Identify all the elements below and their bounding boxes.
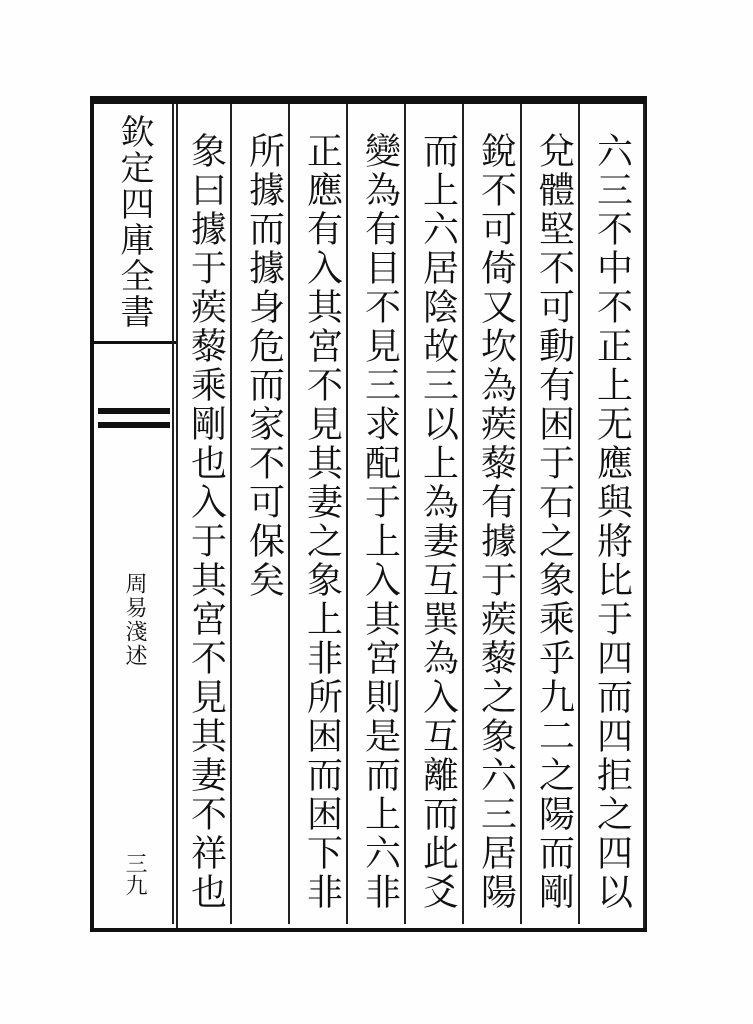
column-text: 象曰據于蒺藜乘剛也入于其宮不見其妻不祥也 xyxy=(185,132,227,912)
margin-column xyxy=(92,104,178,928)
fish-tail-mark xyxy=(92,404,176,440)
column-text: 正應有入其宮不見其妻之象上非所困而困下非 xyxy=(301,132,343,912)
fish-tail-bar-bottom xyxy=(98,422,170,428)
column-text: 六三不中不正上无應與將比于四而四拒之四以 xyxy=(591,132,633,912)
column-text: 兌體堅不可動有困于石之象乘乎九二之陽而剛 xyxy=(533,132,575,912)
text-column-8 xyxy=(172,104,237,924)
text-column-1 xyxy=(578,104,643,924)
column-text: 所據而據身危而家不可保矣 xyxy=(243,132,285,600)
margin-header-box xyxy=(92,104,176,344)
column-text: 銳不可倚又坎為蒺藜有據于蒺藜之象六三居陽 xyxy=(475,132,517,912)
text-column-7 xyxy=(230,104,295,924)
text-column-6 xyxy=(288,104,353,924)
frame-top-rule xyxy=(90,96,647,104)
text-columns xyxy=(178,104,643,928)
series-title: 欽定四庫全書 xyxy=(114,114,154,330)
column-text: 而上六居陰故三以上為妻互巽為入互離而此爻 xyxy=(417,132,459,912)
text-column-5 xyxy=(346,104,411,924)
text-column-2 xyxy=(520,104,585,924)
book-title: 周易淺述 xyxy=(122,572,147,668)
page-number: 三九 xyxy=(122,852,147,896)
right-border-rule xyxy=(643,104,645,928)
text-column-4 xyxy=(404,104,469,924)
column-text: 變為有目不見三求配于上入其宮則是而上六非 xyxy=(359,132,401,912)
fish-tail-bar-top xyxy=(98,408,170,414)
text-column-3 xyxy=(462,104,527,924)
